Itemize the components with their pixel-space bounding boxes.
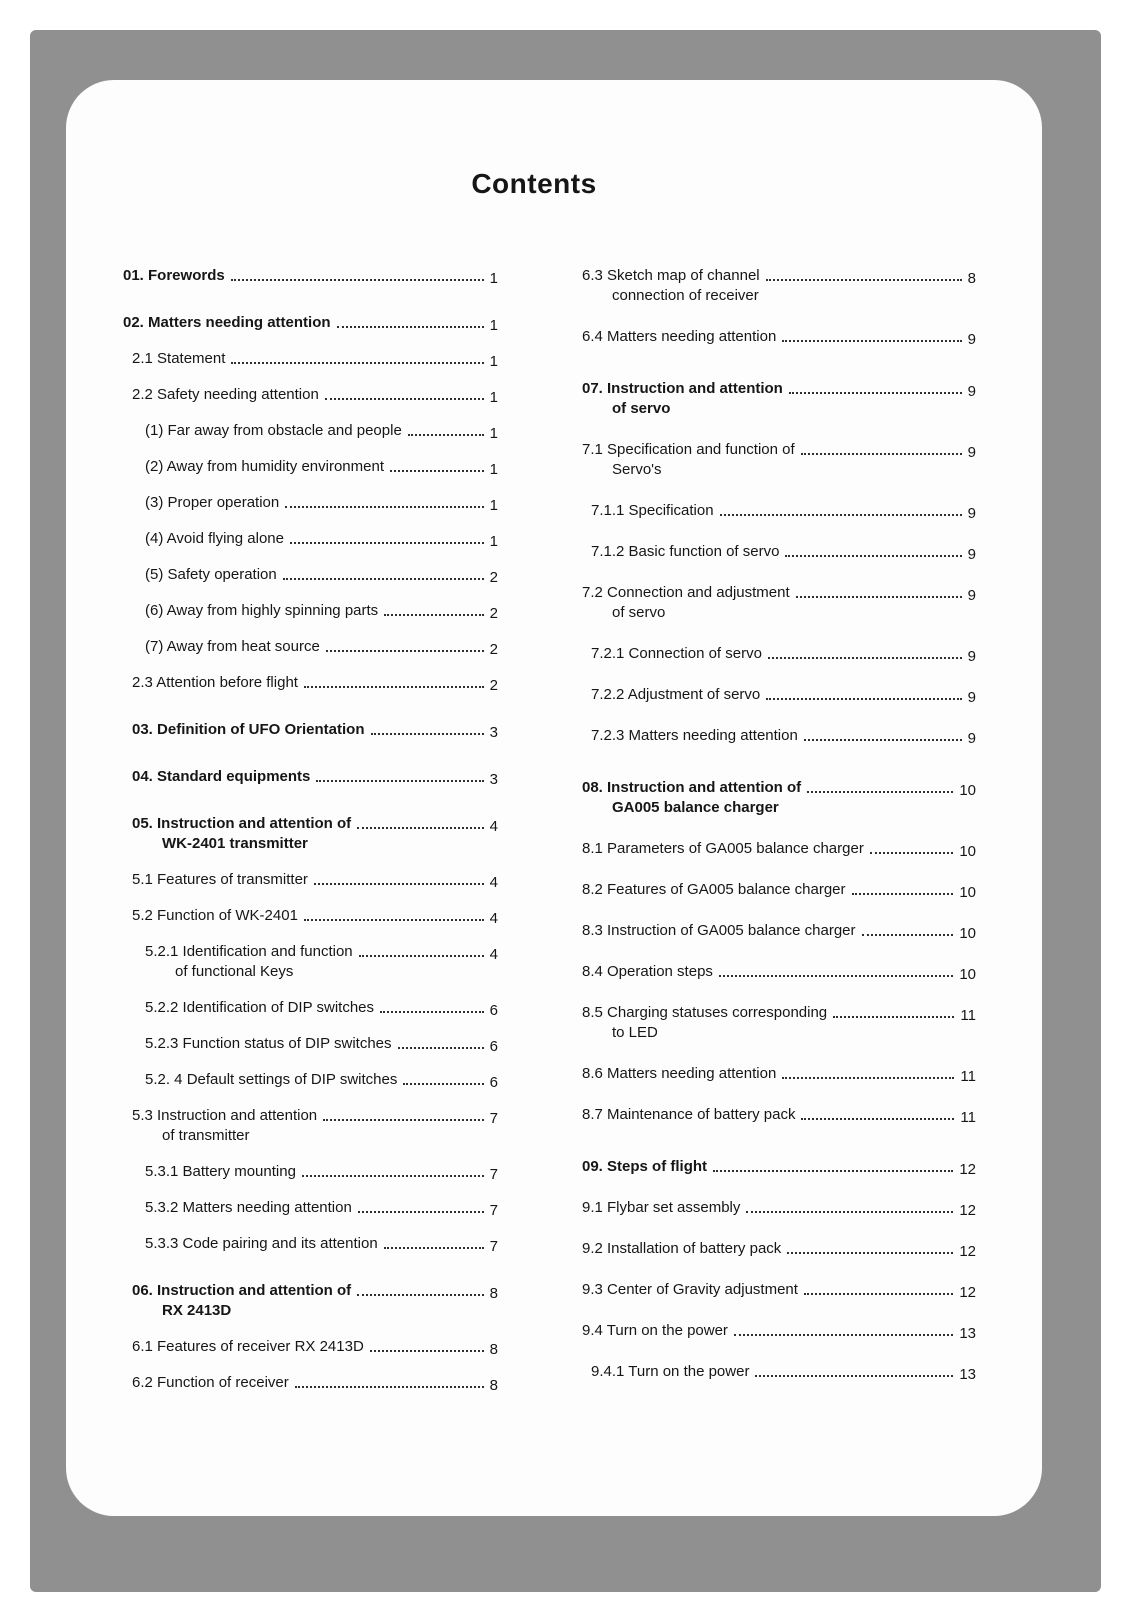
toc-entry-label: 8.5 Charging statuses corresponding <box>582 1004 828 1021</box>
toc-entry-label: 5.3.3 Code pairing and its attention <box>145 1235 378 1252</box>
toc-entry <box>123 1034 498 1054</box>
dotted-leader <box>801 453 962 455</box>
toc-entry-label: 5.1 Features of transmitter <box>132 871 308 888</box>
toc-entry-label: (2) Away from humidity environment <box>145 458 384 475</box>
toc-entry-page: 9 <box>967 444 976 461</box>
toc-entry <box>123 1373 498 1393</box>
toc-entry-page: 2 <box>489 641 498 658</box>
toc-entry-label: 7.2.1 Connection of servo <box>591 645 762 662</box>
dotted-leader <box>283 578 484 580</box>
toc-entry-label-line2: RX 2413D <box>162 1302 232 1319</box>
toc-entry-label: 9.1 Flybar set assembly <box>582 1199 741 1216</box>
toc-entry-label: 2.2 Safety needing attention <box>132 386 319 403</box>
toc-entry-label-line2: GA005 balance charger <box>612 799 779 816</box>
dotted-leader <box>326 650 484 652</box>
toc-entry-page: 8 <box>967 270 976 287</box>
document-page <box>66 80 1042 1516</box>
toc-entry <box>123 720 498 740</box>
toc-entry-label: 02. Matters needing attention <box>123 314 331 331</box>
toc-entry <box>582 1362 976 1382</box>
toc-entry-label: 01. Forewords <box>123 267 225 284</box>
dotted-leader <box>390 470 484 472</box>
toc-entry <box>582 440 976 480</box>
toc-entry-page: 6 <box>489 1038 498 1055</box>
toc-entry <box>123 942 498 982</box>
toc-entry <box>123 565 498 585</box>
toc-entry <box>123 421 498 441</box>
dotted-leader <box>408 434 484 436</box>
toc-entry-label: 03. Definition of UFO Orientation <box>132 721 365 738</box>
toc-entry-page: 10 <box>959 925 976 942</box>
toc-column-right <box>582 266 976 1409</box>
toc-entry-label: (7) Away from heat source <box>145 638 320 655</box>
toc-entry-label: (1) Far away from obstacle and people <box>145 422 402 439</box>
toc-entry-label: 07. Instruction and attention <box>582 380 783 397</box>
toc-entry-label-line2: of functional Keys <box>175 963 294 980</box>
toc-entry-page: 6 <box>489 1074 498 1091</box>
dotted-leader <box>370 1350 484 1352</box>
toc-entry-label: 5.3.2 Matters needing attention <box>145 1199 352 1216</box>
dotted-leader <box>357 827 483 829</box>
dotted-leader <box>796 596 962 598</box>
toc-entry-label: 8.2 Features of GA005 balance charger <box>582 881 846 898</box>
toc-entry-page: 2 <box>489 677 498 694</box>
toc-entry-page: 7 <box>489 1166 498 1183</box>
toc-entry <box>582 379 976 419</box>
toc-entry-label: 8.7 Maintenance of battery pack <box>582 1106 796 1123</box>
toc-entry <box>123 1337 498 1357</box>
toc-entry-label: 6.2 Function of receiver <box>132 1374 289 1391</box>
toc-entry-page: 4 <box>489 910 498 927</box>
toc-entry <box>582 644 976 664</box>
dotted-leader <box>755 1375 953 1377</box>
toc-entry <box>123 1070 498 1090</box>
toc-entry <box>582 962 976 982</box>
toc-entry-label: 05. Instruction and attention of <box>132 815 352 832</box>
toc-entry <box>582 1105 976 1125</box>
toc-entry <box>123 529 498 549</box>
dotted-leader <box>357 1294 483 1296</box>
toc-entry <box>582 1064 976 1084</box>
toc-entry-page: 9 <box>967 730 976 747</box>
page-title: Contents <box>471 168 597 199</box>
toc-entry-page: 13 <box>959 1366 976 1383</box>
toc-entry-label: 5.2.3 Function status of DIP switches <box>145 1035 392 1052</box>
toc-entry-label-line2: of transmitter <box>162 1127 250 1144</box>
toc-entry <box>582 1003 976 1043</box>
toc-entry-label: 8.1 Parameters of GA005 balance charger <box>582 840 864 857</box>
toc-entry <box>582 1321 976 1341</box>
toc-entry-page: 4 <box>489 874 498 891</box>
dotted-leader <box>768 657 962 659</box>
dotted-leader <box>713 1170 953 1172</box>
dotted-leader <box>302 1175 484 1177</box>
toc-entry-page: 8 <box>489 1377 498 1394</box>
dotted-leader <box>782 1077 954 1079</box>
toc-entry-label: 2.1 Statement <box>132 350 226 367</box>
toc-entry-page: 10 <box>959 782 976 799</box>
dotted-leader <box>384 614 483 616</box>
toc-entry <box>123 266 498 286</box>
toc-entry-label-line2: to LED <box>612 1024 658 1041</box>
toc-entry-page: 10 <box>959 843 976 860</box>
toc-entry <box>123 1234 498 1254</box>
toc-entry-label-line2: Servo's <box>612 461 662 478</box>
dotted-leader <box>316 780 483 782</box>
toc-entry-page: 1 <box>489 270 498 287</box>
dotted-leader <box>719 975 953 977</box>
dotted-leader <box>787 1252 953 1254</box>
dotted-leader <box>323 1119 484 1121</box>
toc-entry-page: 7 <box>489 1110 498 1127</box>
dotted-leader <box>380 1011 484 1013</box>
toc-entry <box>123 906 498 926</box>
toc-entry-label: 6.3 Sketch map of channel <box>582 267 760 284</box>
toc-entry <box>123 601 498 621</box>
toc-entry-label: 8.6 Matters needing attention <box>582 1065 777 1082</box>
dotted-leader <box>785 555 961 557</box>
toc-entry <box>582 778 976 818</box>
toc-entry-page: 1 <box>489 497 498 514</box>
toc-entry-page: 12 <box>959 1284 976 1301</box>
toc-entry-page: 6 <box>489 1002 498 1019</box>
toc-entry-page: 2 <box>489 605 498 622</box>
toc-entry-label: 7.1.2 Basic function of servo <box>591 543 780 560</box>
dotted-leader <box>789 392 962 394</box>
toc-entry-page: 9 <box>967 331 976 348</box>
toc-entry <box>582 839 976 859</box>
dotted-leader <box>384 1247 484 1249</box>
toc-entry-page: 2 <box>489 569 498 586</box>
dotted-leader <box>304 919 484 921</box>
toc-entry-page: 1 <box>489 425 498 442</box>
toc-entry <box>582 880 976 900</box>
toc-entry <box>123 767 498 787</box>
toc-entry-label: 5.2 Function of WK-2401 <box>132 907 298 924</box>
toc-entry-label: 5.2. 4 Default settings of DIP switches <box>145 1071 398 1088</box>
toc-entry <box>123 1198 498 1218</box>
toc-entry-label: 5.3.1 Battery mounting <box>145 1163 296 1180</box>
toc-entry-label: 7.1 Specification and function of <box>582 441 795 458</box>
toc-entry-label: 08. Instruction and attention of <box>582 779 802 796</box>
toc-entry <box>123 493 498 513</box>
toc-entry <box>123 870 498 890</box>
toc-entry-label: 04. Standard equipments <box>132 768 311 785</box>
toc-entry-label: 9.3 Center of Gravity adjustment <box>582 1281 798 1298</box>
toc-entry <box>123 673 498 693</box>
dotted-leader <box>325 398 484 400</box>
toc-entry-page: 11 <box>960 1109 976 1126</box>
toc-entry-label: 2.3 Attention before flight <box>132 674 298 691</box>
dotted-leader <box>766 279 962 281</box>
toc-entry-page: 3 <box>489 771 498 788</box>
toc-entry-page: 11 <box>960 1068 976 1085</box>
toc-entry-page: 7 <box>489 1202 498 1219</box>
toc-entry <box>582 1157 976 1177</box>
toc-entry <box>123 313 498 333</box>
toc-entry-page: 9 <box>967 648 976 665</box>
toc-entry-label-line2: WK-2401 transmitter <box>162 835 308 852</box>
toc-entry-page: 4 <box>489 818 498 835</box>
toc-entry-page: 9 <box>967 587 976 604</box>
dotted-leader <box>862 934 954 936</box>
dotted-leader <box>870 852 953 854</box>
toc-entry-label: 9.2 Installation of battery pack <box>582 1240 782 1257</box>
toc-entry-page: 10 <box>959 966 976 983</box>
dotted-leader <box>371 733 484 735</box>
toc-entry-label-line2: connection of receiver <box>612 287 759 304</box>
toc-entry <box>123 349 498 369</box>
toc-entry <box>123 637 498 657</box>
dotted-leader <box>833 1016 954 1018</box>
dotted-leader <box>295 1386 484 1388</box>
dotted-leader <box>398 1047 484 1049</box>
toc-entry-label: 09. Steps of flight <box>582 1158 708 1175</box>
toc-entry <box>582 266 976 306</box>
dotted-leader <box>337 326 484 328</box>
page-frame <box>30 30 1101 1592</box>
toc-entry-page: 12 <box>959 1243 976 1260</box>
dotted-leader <box>720 514 962 516</box>
toc-entry-label: 6.1 Features of receiver RX 2413D <box>132 1338 364 1355</box>
toc-entry-page: 11 <box>960 1007 976 1024</box>
toc-entry <box>123 1106 498 1146</box>
dotted-leader <box>285 506 483 508</box>
toc-entry <box>582 542 976 562</box>
toc-entry-page: 9 <box>967 505 976 522</box>
toc-entry-label: 9.4 Turn on the power <box>582 1322 728 1339</box>
dotted-leader <box>766 698 961 700</box>
dotted-leader <box>290 542 484 544</box>
toc-entry-label: 8.4 Operation steps <box>582 963 713 980</box>
toc-entry <box>582 1239 976 1259</box>
toc-entry-page: 9 <box>967 689 976 706</box>
toc-entry-page: 13 <box>959 1325 976 1342</box>
toc-entry-page: 9 <box>967 546 976 563</box>
toc-entry-label: (3) Proper operation <box>145 494 280 511</box>
toc-entry-page: 1 <box>489 533 498 550</box>
toc-entry <box>582 501 976 521</box>
toc-entry-label: (4) Avoid flying alone <box>145 530 284 547</box>
toc-entry-page: 4 <box>489 946 498 963</box>
toc-entry <box>123 385 498 405</box>
toc-entry-page: 12 <box>959 1161 976 1178</box>
toc-entry-label: 7.2.2 Adjustment of servo <box>591 686 761 703</box>
toc-entry-page: 8 <box>489 1341 498 1358</box>
toc-entry-label: (5) Safety operation <box>145 566 277 583</box>
dotted-leader <box>358 1211 484 1213</box>
toc-entry <box>123 1162 498 1182</box>
dotted-leader <box>314 883 484 885</box>
toc-entry-label: 7.2.3 Matters needing attention <box>591 727 798 744</box>
toc-entry <box>582 1198 976 1218</box>
toc-entry <box>582 1280 976 1300</box>
toc-entry <box>123 998 498 1018</box>
toc-column-left <box>123 266 498 1409</box>
dotted-leader <box>403 1083 483 1085</box>
toc-entry-label: 8.3 Instruction of GA005 balance charger <box>582 922 856 939</box>
toc-entry-label: 6.4 Matters needing attention <box>582 328 777 345</box>
toc-entry-label: (6) Away from highly spinning parts <box>145 602 379 619</box>
toc-entry-label: 06. Instruction and attention of <box>132 1282 352 1299</box>
dotted-leader <box>231 279 484 281</box>
toc-entry-page: 1 <box>489 353 498 370</box>
dotted-leader <box>231 362 483 364</box>
toc-entry <box>582 583 976 623</box>
dotted-leader <box>804 1293 953 1295</box>
toc-entry-page: 3 <box>489 724 498 741</box>
toc-entry-label: 7.2 Connection and adjustment <box>582 584 790 601</box>
toc-columns <box>66 266 1042 1409</box>
toc-entry-page: 1 <box>489 317 498 334</box>
toc-entry-page: 10 <box>959 884 976 901</box>
toc-entry-page: 1 <box>489 461 498 478</box>
dotted-leader <box>734 1334 953 1336</box>
dotted-leader <box>801 1118 954 1120</box>
toc-entry-label: 5.2.2 Identification of DIP switches <box>145 999 375 1016</box>
toc-entry <box>123 457 498 477</box>
dotted-leader <box>782 340 961 342</box>
toc-entry-label: 7.1.1 Specification <box>591 502 714 519</box>
dotted-leader <box>359 955 484 957</box>
toc-entry <box>582 685 976 705</box>
dotted-leader <box>746 1211 953 1213</box>
dotted-leader <box>304 686 484 688</box>
toc-entry <box>123 814 498 854</box>
toc-entry-label-line2: of servo <box>612 400 671 417</box>
toc-entry-page: 7 <box>489 1238 498 1255</box>
dotted-leader <box>852 893 954 895</box>
toc-entry <box>582 921 976 941</box>
dotted-leader <box>807 791 953 793</box>
toc-entry <box>123 1281 498 1321</box>
toc-entry-label: 5.3 Instruction and attention <box>132 1107 318 1124</box>
toc-entry-label-line2: of servo <box>612 604 666 621</box>
toc-entry-page: 1 <box>489 389 498 406</box>
toc-entry-page: 9 <box>967 383 976 400</box>
toc-entry-label: 9.4.1 Turn on the power <box>591 1363 750 1380</box>
toc-entry <box>582 327 976 347</box>
toc-entry-page: 12 <box>959 1202 976 1219</box>
toc-entry-label: 5.2.1 Identification and function <box>145 943 353 960</box>
toc-entry <box>582 726 976 746</box>
dotted-leader <box>804 739 962 741</box>
toc-entry-page: 8 <box>489 1285 498 1302</box>
